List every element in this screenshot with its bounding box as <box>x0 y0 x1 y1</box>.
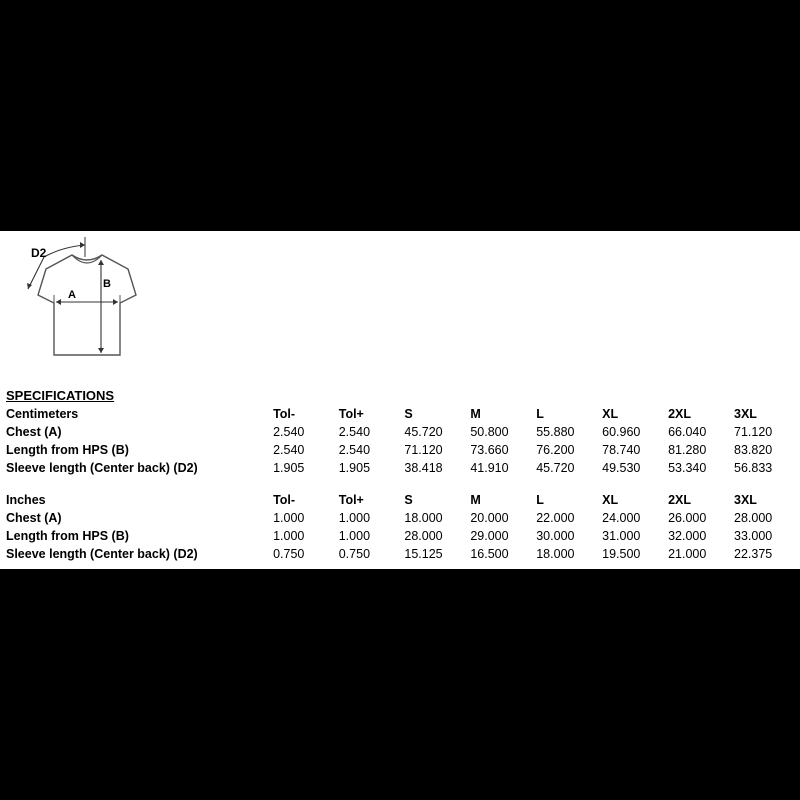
table-cell: 60.960 <box>602 425 641 439</box>
unit-header-row <box>6 491 800 509</box>
tshirt-icon <box>22 235 152 363</box>
table-row <box>6 509 800 527</box>
row-label: Chest (A) <box>6 425 62 439</box>
table-cell: 24.000 <box>602 511 641 525</box>
table-cell: 20.000 <box>470 511 509 525</box>
size-chart-sheet <box>0 231 800 569</box>
table-cell: 50.800 <box>470 425 509 439</box>
column-header: Tol- <box>273 407 296 421</box>
table-cell: 26.000 <box>668 511 707 525</box>
tshirt-measurement-diagram <box>22 235 152 363</box>
column-header: L <box>536 407 544 421</box>
table-cell: 78.740 <box>602 443 641 457</box>
unit-label: Centimeters <box>6 407 79 421</box>
specifications-title: SPECIFICATIONS <box>6 388 115 403</box>
table-cell: 56.833 <box>734 461 773 475</box>
table-cell: 2.540 <box>273 443 305 457</box>
table-cell: 22.375 <box>734 547 773 561</box>
row-label: Chest (A) <box>6 511 62 525</box>
b-label: B <box>103 278 111 290</box>
table-cell: 28.000 <box>734 511 773 525</box>
table-cell: 53.340 <box>668 461 707 475</box>
table-row <box>6 459 800 477</box>
table-cell: 71.120 <box>404 443 443 457</box>
table-cell: 71.120 <box>734 425 773 439</box>
table-cell: 18.000 <box>404 511 443 525</box>
table-cell: 1.000 <box>338 511 371 525</box>
column-header: S <box>404 493 413 507</box>
table-cell: 0.750 <box>338 547 371 561</box>
row-label: Sleeve length (Center back) (D2) <box>6 547 198 561</box>
table-cell: 1.905 <box>273 461 305 475</box>
column-header: M <box>470 407 481 421</box>
table-cell: 1.905 <box>338 461 371 475</box>
a-label: A <box>68 289 76 301</box>
table-row <box>6 441 800 459</box>
column-header: XL <box>602 493 619 507</box>
row-label: Length from HPS (B) <box>6 529 129 543</box>
table-cell: 73.660 <box>470 443 509 457</box>
table-cell: 1.000 <box>338 529 371 543</box>
table-row <box>6 545 800 563</box>
table-cell: 1.000 <box>273 511 305 525</box>
table-cell: 22.000 <box>536 511 575 525</box>
column-header: Tol- <box>273 493 296 507</box>
table-cell: 30.000 <box>536 529 575 543</box>
column-header: M <box>470 493 481 507</box>
table-cell: 28.000 <box>404 529 443 543</box>
table-cell: 21.000 <box>668 547 707 561</box>
d2-label: D2 <box>31 246 47 260</box>
unit-header-row <box>6 405 800 423</box>
table-cell: 15.125 <box>404 547 443 561</box>
column-header: 2XL <box>668 493 692 507</box>
table-row <box>6 423 800 441</box>
table-cell: 32.000 <box>668 529 707 543</box>
table-cell: 49.530 <box>602 461 641 475</box>
column-header: 3XL <box>734 407 757 421</box>
table-cell: 33.000 <box>734 529 773 543</box>
column-header: L <box>536 493 544 507</box>
table-cell: 2.540 <box>338 443 371 457</box>
table-cell: 18.000 <box>536 547 575 561</box>
table-cell: 16.500 <box>470 547 509 561</box>
row-label: Sleeve length (Center back) (D2) <box>6 461 198 475</box>
table-cell: 83.820 <box>734 443 773 457</box>
column-header: Tol+ <box>338 407 364 421</box>
table-cell: 38.418 <box>404 461 443 475</box>
table-cell: 29.000 <box>470 529 509 543</box>
column-header: S <box>404 407 413 421</box>
table-cell: 45.720 <box>536 461 575 475</box>
table-cell: 45.720 <box>404 425 443 439</box>
table-cell: 66.040 <box>668 425 707 439</box>
specifications-block <box>6 387 800 563</box>
column-header: Tol+ <box>338 493 364 507</box>
table-row <box>6 527 800 545</box>
table-cell: 2.540 <box>338 425 371 439</box>
section-gap <box>6 477 800 491</box>
row-label: Length from HPS (B) <box>6 443 129 457</box>
table-cell: 41.910 <box>470 461 509 475</box>
table-cell: 0.750 <box>273 547 305 561</box>
table-cell: 1.000 <box>273 529 305 543</box>
table-cell: 55.880 <box>536 425 575 439</box>
table-cell: 31.000 <box>602 529 641 543</box>
table-cell: 81.280 <box>668 443 707 457</box>
column-header: XL <box>602 407 619 421</box>
column-header: 2XL <box>668 407 692 421</box>
table-cell: 76.200 <box>536 443 575 457</box>
column-header: 3XL <box>734 493 757 507</box>
unit-label: Inches <box>6 493 46 507</box>
specifications-table <box>6 405 800 563</box>
table-cell: 2.540 <box>273 425 305 439</box>
table-cell: 19.500 <box>602 547 641 561</box>
